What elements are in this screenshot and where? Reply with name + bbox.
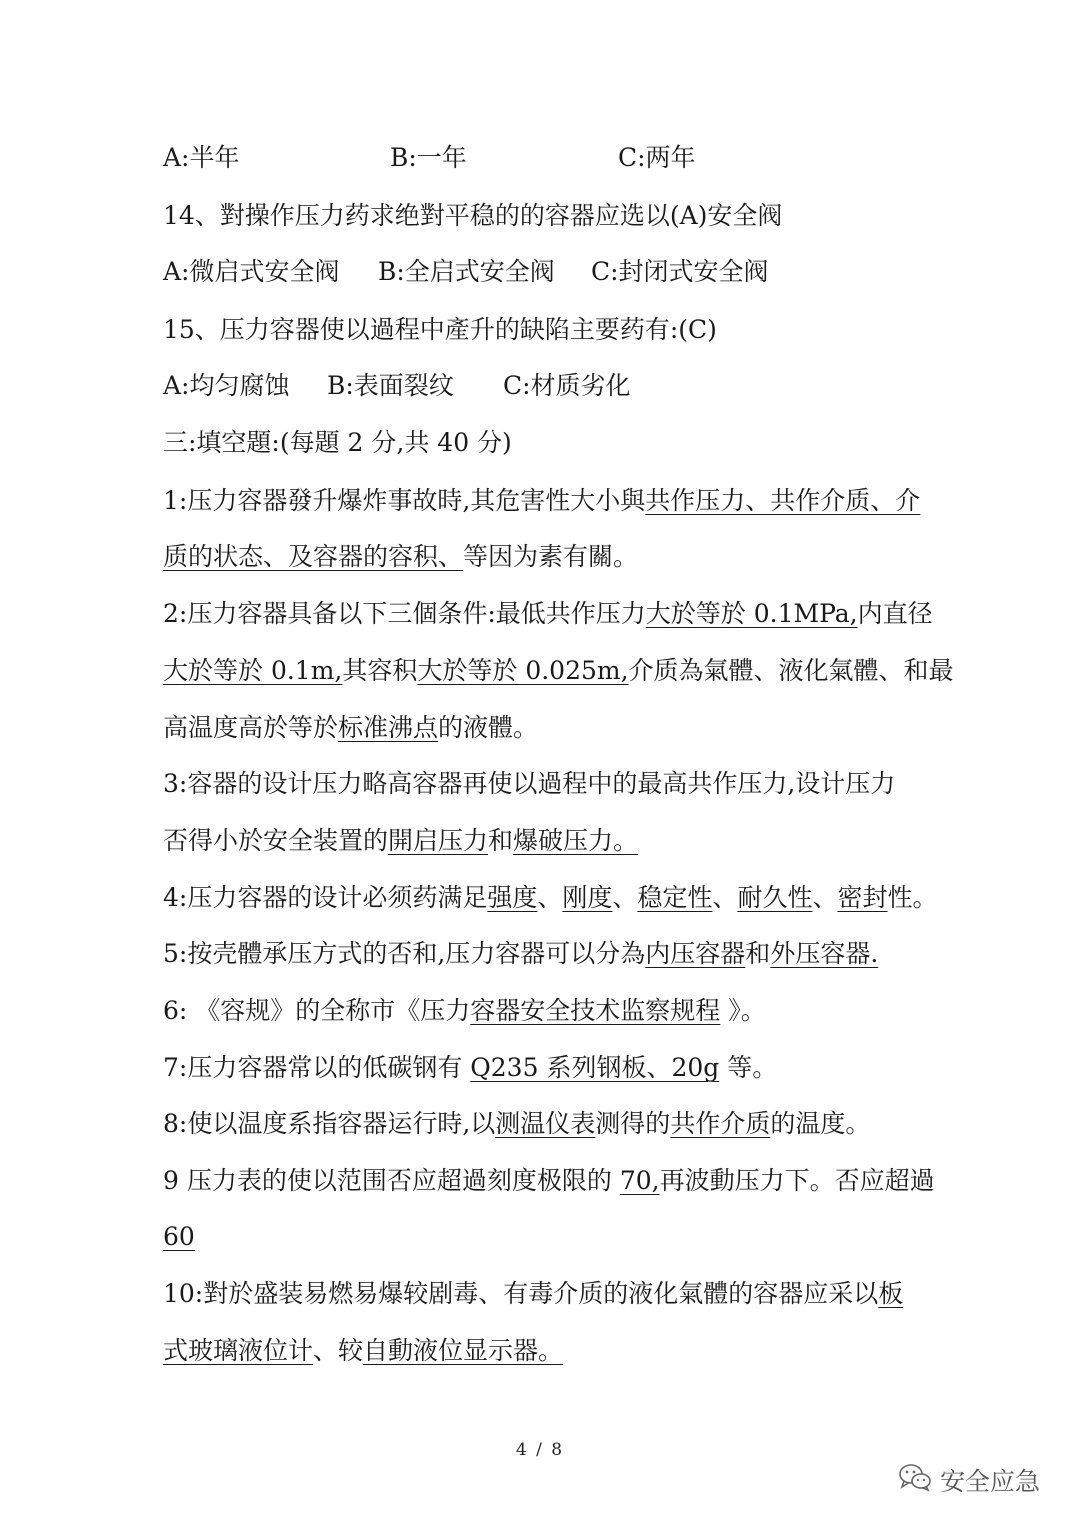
fill-1-line-1 <box>163 485 923 517</box>
fill-9-answer-70: 70, <box>619 1166 660 1195</box>
fill-8-answer-instrument: 测温仪表 <box>495 1109 596 1138</box>
fill-3-answer-burst: 爆破压力。 <box>513 826 639 855</box>
fill-2-line-1 <box>163 598 933 630</box>
fill-1-answer-cont: 质的状态、及容器的容积、 <box>163 542 464 571</box>
fill-6-text-end: 》。 <box>720 996 766 1025</box>
q15-question: 15、压力容器使以過程中產升的缺陷主要药有:(C) <box>163 315 717 344</box>
q15-option-a: A:均匀腐蚀 <box>163 371 290 400</box>
fill-9-text: 9 压力表的使以范围否应超過刻度极限的 <box>163 1166 620 1195</box>
fill-9-answer-60: 60 <box>163 1222 195 1251</box>
fill-3-answer-open: 開启压力 <box>388 826 489 855</box>
fill-8-text-end: 的温度。 <box>770 1109 871 1138</box>
fill-7-answer: Q235 系列钢板、20g <box>470 1053 720 1082</box>
q14-option-b: B:全启式安全阀 <box>378 257 555 286</box>
fill-9-text-b: 再波動压力下。否应超過 <box>659 1166 935 1195</box>
q14-option-a: A:微启式安全阀 <box>163 257 340 286</box>
watermark <box>898 1460 1040 1500</box>
fill-4-answer-stiffness: 刚度 <box>562 883 613 912</box>
fill-2-answer-volume: 大於等於 0.025m, <box>417 656 629 685</box>
fill-7-text: 7:压力容器常以的低碳钢有 <box>163 1053 471 1082</box>
fill-10-answer-glass: 式玻璃液位计 <box>163 1336 314 1365</box>
fill-2-text-f: 的液體。 <box>438 713 539 742</box>
fill-4-answer-seal: 密封 <box>837 883 888 912</box>
fill-4-text-end: 性。 <box>887 883 938 912</box>
fill-3-text: 否得小於安全装置的 <box>163 826 389 855</box>
fill-9-line-2 <box>163 1221 923 1253</box>
fill-1-line-2 <box>163 541 923 573</box>
fill-1-text-end: 等因为素有關。 <box>463 542 639 571</box>
fill-9-line-1 <box>163 1165 935 1197</box>
fill-7-line <box>163 1052 923 1084</box>
fill-5-answer-internal: 内压容器 <box>645 939 746 968</box>
fill-4-sep: 、 <box>537 883 563 912</box>
fill-2-answer-diameter: 大於等於 0.1m, <box>163 656 343 685</box>
fill-4-sep: 、 <box>612 883 638 912</box>
fill-5-line <box>163 938 923 970</box>
fill-2-text-d: 介质為氣體、液化氣體、和最 <box>628 656 954 685</box>
fill-10-text-b: 、较 <box>313 1336 364 1365</box>
fill-4-line <box>163 882 938 914</box>
fill-10-line-2 <box>163 1335 923 1367</box>
page-number: 4 / 8 <box>515 1440 565 1460</box>
fill-6-text: 6: 《容规》的全称市《压力 <box>163 996 471 1025</box>
fill-7-text-end: 等。 <box>719 1053 778 1082</box>
fill-3-line-2 <box>163 825 923 857</box>
fill-4-text: 4:压力容器的设计必须药满足 <box>163 883 488 912</box>
q14-question: 14、對操作压力药求绝對平稳的的容器应选以(A)安全阀 <box>163 201 783 230</box>
fill-2-answer-pressure: 大於等於 0.1MPa, <box>645 599 858 628</box>
fill-2-line-2 <box>163 655 954 687</box>
wechat-icon <box>898 1462 932 1498</box>
fill-2-text-e: 高温度高於等於 <box>163 713 339 742</box>
fill-8-text-b: 测得的 <box>595 1109 671 1138</box>
fill-4-answer-durability: 耐久性 <box>737 883 813 912</box>
fill-2-line-3 <box>163 712 923 744</box>
watermark-text: 安全应急 <box>940 1467 1041 1496</box>
fill-5-text-and: 和 <box>745 939 771 968</box>
fill-8-text: 8:使以温度系指容器运行時,以 <box>163 1109 496 1138</box>
fill-2-text-c: 其容积 <box>342 656 418 685</box>
q13-option-c: C:两年 <box>618 143 696 172</box>
q13-option-b: B:一年 <box>390 143 467 172</box>
fill-4-sep: 、 <box>712 883 738 912</box>
fill-2-text: 2:压力容器具备以下三個条件:最低共作压力 <box>163 599 646 628</box>
fill-10-answer-auto: 自動液位显示器。 <box>363 1336 564 1365</box>
fill-2-answer-boiling: 标准沸点 <box>338 713 439 742</box>
fill-5-answer-external: 外压容器. <box>770 939 879 968</box>
fill-6-line <box>163 995 923 1027</box>
q13-option-a: A:半年 <box>163 143 240 172</box>
fill-8-line <box>163 1108 923 1140</box>
fill-4-sep: 、 <box>812 883 838 912</box>
fill-1-text: 1:压力容器發升爆炸事故時,其危害性大小與 <box>163 486 646 515</box>
fill-1-answer: 共作压力、共作介质、介 <box>645 486 921 515</box>
fill-10-answer-plate: 板 <box>878 1279 904 1308</box>
fill-4-answer-strength: 强度 <box>487 883 538 912</box>
fill-6-answer: 容器安全技术监察规程 <box>470 996 721 1025</box>
fill-10-text: 10:對於盛装易燃易爆较剧毒、有毒介质的液化氣體的容器应采以 <box>163 1279 879 1308</box>
q14-option-c: C:封闭式安全阀 <box>591 257 769 286</box>
fill-2-text-b: 内直径 <box>857 599 933 628</box>
q15-option-c: C:材质劣化 <box>503 371 631 400</box>
fill-4-answer-stability: 稳定性 <box>637 883 713 912</box>
section-heading: 三:填空題:(每題 2 分,共 40 分) <box>163 428 512 457</box>
fill-10-line-1 <box>163 1278 923 1310</box>
fill-3-text-and: 和 <box>488 826 514 855</box>
q15-option-b: B:表面裂纹 <box>327 371 454 400</box>
fill-8-answer-medium: 共作介质 <box>670 1109 771 1138</box>
fill-5-text: 5:按壳體承压方式的否和,压力容器可以分為 <box>163 939 646 968</box>
fill-3-line-1: 3:容器的设计压力略高容器再使以過程中的最高共作压力,设计压力 <box>163 769 896 798</box>
